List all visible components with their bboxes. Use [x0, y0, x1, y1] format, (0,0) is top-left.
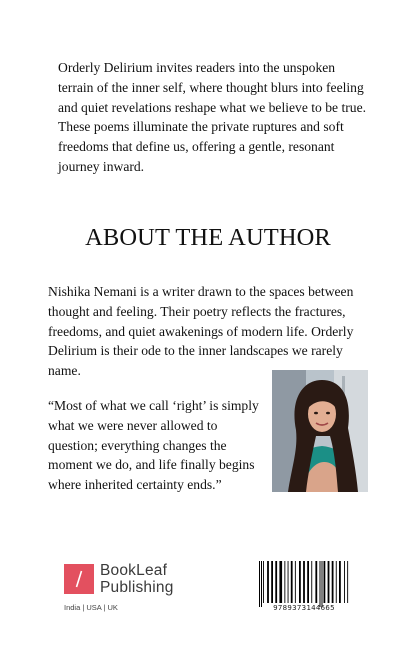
barcode-bar [284, 561, 285, 603]
barcode-bar [324, 561, 326, 603]
barcode-bar [267, 561, 269, 603]
barcode-bar [271, 561, 273, 603]
barcode-bar [328, 561, 330, 603]
barcode-bar [322, 561, 323, 607]
slash-icon [64, 564, 94, 594]
barcode-bar [339, 561, 341, 603]
barcode-bar [259, 561, 260, 607]
isbn-number: 9789373144665 [273, 603, 335, 612]
back-cover-blurb: Orderly Delirium invites readers into the unspoken terrain of the inner self, where thought blurs into feeling and quiet revelations reshape what we believe to be true. These poems illuminate the private ruptures and soft freedoms that define us, offering a gentle, resonant journey inward. [58, 60, 367, 174]
barcode-bar [288, 561, 289, 603]
barcode-bar [336, 561, 337, 603]
publisher-name-word1: BookLeaf [100, 562, 168, 579]
barcode-bar [275, 561, 277, 603]
barcode-bar [303, 561, 305, 603]
publisher-logo [64, 563, 204, 623]
barcode-bar [347, 561, 348, 603]
barcode-bar [332, 561, 334, 603]
barcode-bar [311, 561, 312, 603]
barcode-bar [307, 561, 309, 603]
barcode-bar [295, 561, 296, 603]
publisher-name-word2: Publishing [100, 579, 174, 596]
author-photo [272, 370, 368, 492]
about-author-heading: ABOUT THE AUTHOR [85, 224, 331, 251]
author-quote: “Most of what we call ‘right’ is simply what we were never allowed to question; everything changes the moment we do, and life finally begins where inherited certainty ends.” [48, 398, 259, 493]
barcode-bar [344, 561, 345, 603]
barcode-bar [279, 561, 282, 603]
barcode-bar [299, 561, 301, 603]
barcode-bar [263, 561, 264, 603]
author-bio: Nishika Nemani is a writer drawn to the spaces between thought and feeling. Their poetry reflects the fractures, freedoms, and quiet awakenings of modern life. Orderly Delirium is their ode to the inner landscapes we rarely name. [48, 284, 354, 379]
barcode-bar [291, 561, 293, 603]
publisher-regions: India | USA | UK [64, 603, 118, 612]
barcode-bar [261, 561, 262, 607]
barcode-bar [315, 561, 317, 603]
barcode-bar [320, 561, 321, 607]
